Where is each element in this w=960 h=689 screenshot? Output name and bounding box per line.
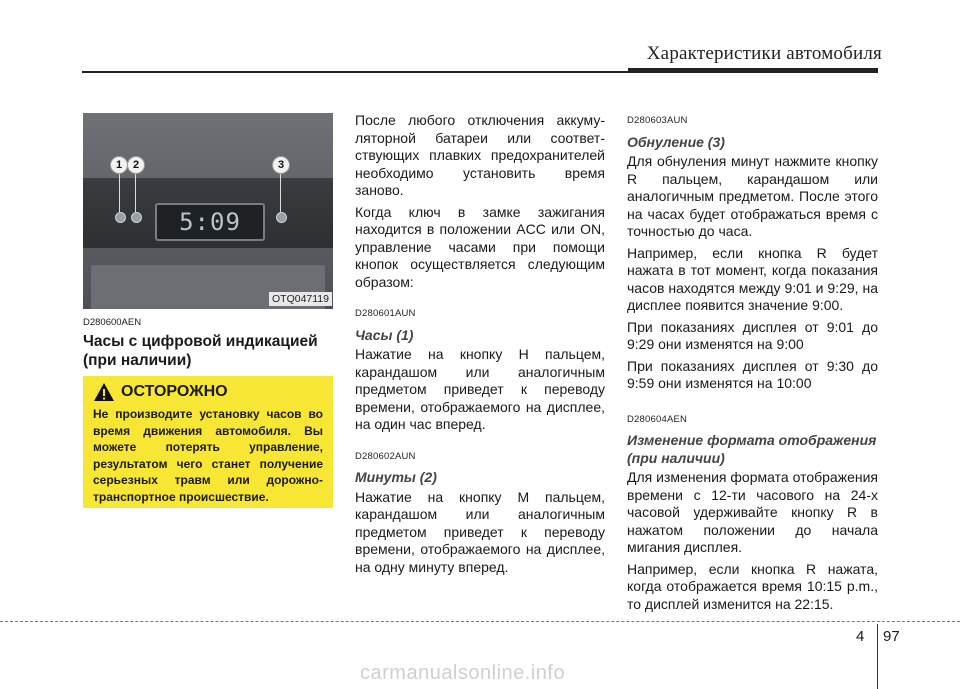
reset-button xyxy=(276,212,287,223)
header-rule xyxy=(82,71,878,73)
reset-line-1: При показаниях дисплея от 9:01 до 9:29 они изменятся на 9:00 xyxy=(627,318,878,352)
warning-text: Не производите установку часов во время движения автомобиля. Вы можете потерять управление, результатом чего станет получение серьезных травм или дорожно-транспортное происшествие. xyxy=(93,407,323,504)
figure-code: OTQ047119 xyxy=(269,292,332,306)
footer-dashed-line xyxy=(0,621,960,622)
format-code: D280604AEN xyxy=(627,413,688,425)
reset-example: Например, если кнопка R будет нажата в тот момент, когда показания часов находятся между 9:01 и 9:29, на дисплее появится значение 9:00. xyxy=(627,244,878,313)
format-title: Изменение формата отображения (при наличии) xyxy=(627,432,877,466)
hours-text: Нажатие на кнопку H пальцем, карандашом или аналогичным предметом приведет к переводу времени, отображаемого на дисплее, на один час вперед. xyxy=(355,346,605,432)
callout-leader-3 xyxy=(280,172,281,212)
chapter-number: 4 xyxy=(856,628,865,645)
minute-button xyxy=(131,212,142,223)
section-code: D280600AEN xyxy=(83,317,142,328)
reset-title: Обнуление (3) xyxy=(627,133,725,150)
reset-text: Для обнуления минут нажмите кнопку R пальцем, карандашом или аналогичным предметом. После этого на часах будет отображаться время с точностью до часа. xyxy=(627,153,878,239)
format-example: Например, если кнопка R нажата, когда отображается время 10:15 p.m., то дисплей изменится на 22:15. xyxy=(627,560,878,612)
callout-leader-1 xyxy=(119,172,120,212)
warning-box xyxy=(83,376,333,508)
minutes-text: Нажатие на кнопку M пальцем, карандашом или аналогичным предметом приведет к переводу времени, отображаемого на дисплее, на одну минуту вперед. xyxy=(355,488,605,575)
callout-1: 1 xyxy=(110,156,128,174)
warning-title: ОСТОРОЖНО xyxy=(121,383,228,400)
warning-triangle-icon xyxy=(93,382,115,402)
footer-separator xyxy=(877,624,878,689)
clock-display-time: 5:09 xyxy=(179,208,241,236)
clock-lcd xyxy=(155,203,265,241)
running-header: Характеристики автомобиля xyxy=(646,43,882,64)
reset-code: D280603AUN xyxy=(627,115,688,126)
battery-paragraph: После любого отключения аккуму-ляторной батареи или соответ-ствующих плавких предохранителей необходимо установить время заново. xyxy=(355,112,605,198)
watermark: carmanualsonline.info xyxy=(360,662,566,684)
ignition-paragraph: Когда ключ в замке зажигания находится в положении ACC или ON, управление часами при помощи кнопок осуществляется следующим образом: xyxy=(355,203,605,290)
hours-title: Часы (1) xyxy=(355,326,414,343)
clock-photo xyxy=(83,113,333,309)
page-number: 97 xyxy=(883,628,900,645)
format-text: Для изменения формата отображения времени с 12-ти часового на 24-х часовой удерживайте кнопку R в нажатом положении до начала мигания дисплея. xyxy=(627,469,878,555)
section-title: Часы с цифровой индикацией (при наличии) xyxy=(83,333,318,369)
callout-3: 3 xyxy=(272,156,290,174)
hour-button xyxy=(115,212,126,223)
reset-line-2: При показаниях дисплея от 9:30 до 9:59 они изменятся на 10:00 xyxy=(627,357,878,391)
minutes-title: Минуты (2) xyxy=(355,469,437,485)
callout-leader-2 xyxy=(135,172,136,212)
hours-code: D280601AUN xyxy=(355,308,416,319)
callout-2: 2 xyxy=(127,156,145,174)
minutes-code: D280602AUN xyxy=(355,450,416,462)
column-3 xyxy=(627,112,878,617)
column-2 xyxy=(355,112,605,580)
